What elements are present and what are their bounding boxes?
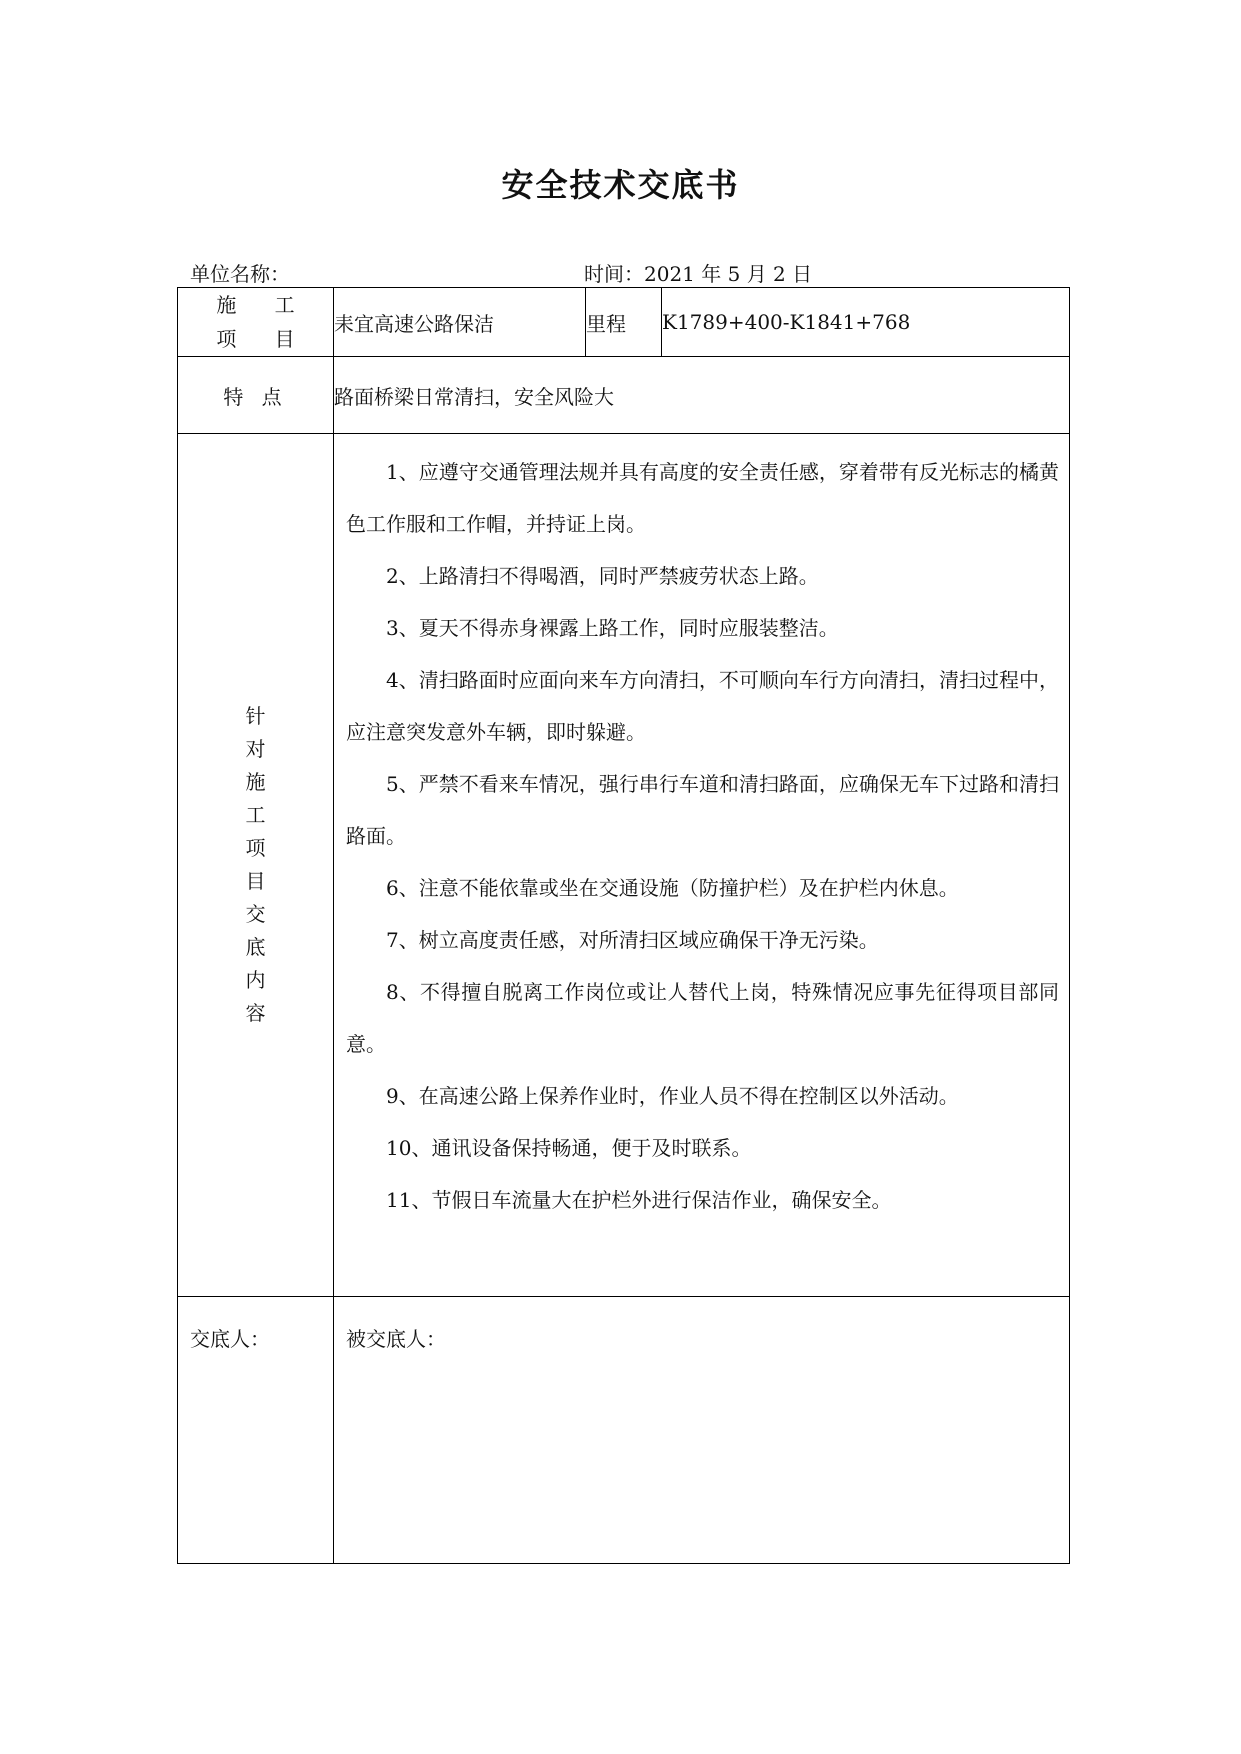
content-label-char: 目 <box>245 869 266 893</box>
safety-briefing-table <box>177 287 1070 1564</box>
content-label-char: 交 <box>245 902 266 926</box>
content-label-char: 底 <box>245 935 266 959</box>
document-title: 安全技术交底书 <box>501 166 740 204</box>
feature-label: 特 点 <box>178 357 334 434</box>
content-item: 5、严禁不看来车情况，强行串行车道和清扫路面，应确保无车下过路和清扫路面。 <box>346 772 1059 848</box>
unit-name-label: 单位名称： <box>190 262 290 286</box>
content-label-char: 对 <box>245 737 266 761</box>
signature-row <box>178 1297 1070 1564</box>
receiver-label: 被交底人： <box>334 1297 1070 1564</box>
content-item: 11、节假日车流量大在护栏外进行保洁作业，确保安全。 <box>386 1188 892 1212</box>
feature-value: 路面桥梁日常清扫，安全风险大 <box>334 357 1070 434</box>
project-name: 耒宜高速公路保洁 <box>334 288 586 357</box>
date-label: 时间：2021 年 5 月 2 日 <box>584 262 813 286</box>
content-item: 3、夏天不得赤身裸露上路工作，同时应服装整洁。 <box>386 616 839 640</box>
content-row <box>178 434 1070 1297</box>
issuer-label: 交底人： <box>178 1297 334 1564</box>
content-item: 7、树立高度责任感，对所清扫区域应确保干净无污染。 <box>386 928 879 952</box>
project-row <box>178 288 1070 357</box>
content-item: 1、应遵守交通管理法规并具有高度的安全责任感，穿着带有反光标志的橘黄色工作服和工作帽，并持证上岗。 <box>346 460 1059 536</box>
content-item: 9、在高速公路上保养作业时，作业人员不得在控制区以外活动。 <box>386 1084 959 1108</box>
content-label-char: 内 <box>245 968 266 992</box>
content-item: 6、注意不能依靠或坐在交通设施（防撞护栏）及在护栏内休息。 <box>386 876 959 900</box>
feature-row <box>178 357 1070 434</box>
content-label-char: 针 <box>245 704 266 728</box>
content-label-char: 工 <box>245 803 266 827</box>
project-label-line2: 项 目 <box>216 327 311 351</box>
content-label-char: 容 <box>245 1001 266 1025</box>
project-label-line1: 施 工 <box>216 293 311 317</box>
content-label-char: 项 <box>245 836 266 860</box>
mileage-label: 里程 <box>586 288 662 357</box>
content-item: 4、清扫路面时应面向来车方向清扫，不可顺向车行方向清扫，清扫过程中，应注意突发意外车辆，即时躲避。 <box>346 668 1059 744</box>
content-label-char: 施 <box>245 770 266 794</box>
content-body <box>334 434 1070 1297</box>
project-label-cell <box>178 288 334 357</box>
content-item: 2、上路清扫不得喝酒，同时严禁疲劳状态上路。 <box>386 564 819 588</box>
content-label <box>178 434 334 1297</box>
content-item: 8、不得擅自脱离工作岗位或让人替代上岗，特殊情况应事先征得项目部同意。 <box>346 980 1059 1056</box>
mileage-value: K1789+400-K1841+768 <box>662 288 1070 357</box>
content-item: 10、通讯设备保持畅通，便于及时联系。 <box>386 1136 752 1160</box>
